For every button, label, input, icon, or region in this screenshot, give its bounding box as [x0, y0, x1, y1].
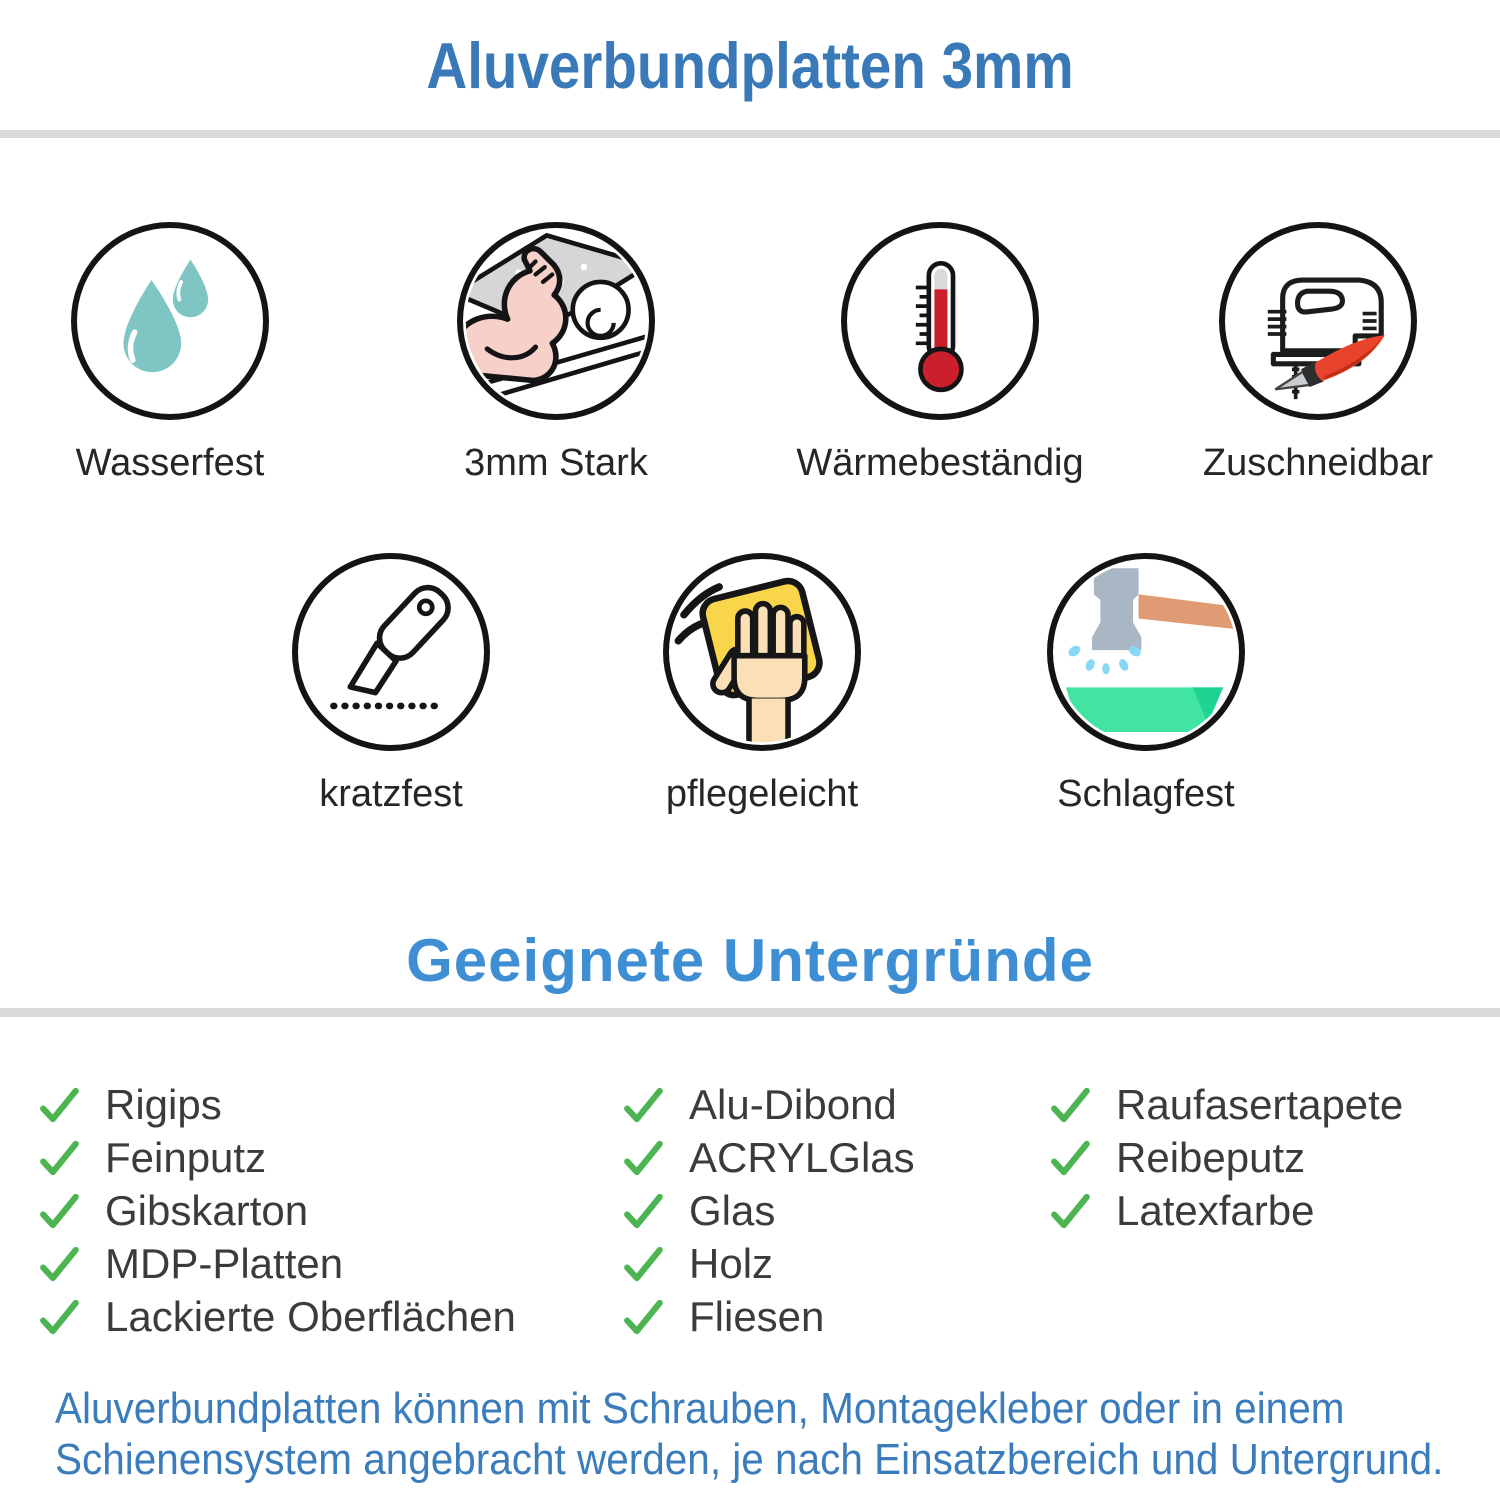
page-title: [0, 30, 1500, 102]
substrate-label: Holz: [689, 1239, 774, 1287]
substrate-label: Glas: [689, 1186, 776, 1234]
substrate-label: Lackierte Oberflächen: [105, 1292, 516, 1340]
wiping-hand-icon: [663, 553, 861, 751]
feature-label: 3mm Stark: [464, 442, 648, 484]
substrate-label: Raufasertapete: [1116, 1080, 1404, 1128]
feature-waterproof: [0, 222, 340, 485]
feature-label: Schlagfest: [1057, 773, 1235, 815]
check-icon: [621, 1189, 665, 1233]
feature-label: Zuschneidbar: [1202, 442, 1434, 484]
substrate-label: Alu-Dibond: [689, 1080, 897, 1128]
mounting-note: [55, 1383, 1443, 1485]
thermometer-icon: [841, 222, 1039, 420]
hammer-icon: [1047, 553, 1245, 751]
jigsaw-knife-icon: [1219, 222, 1417, 420]
list-item: [1048, 1131, 1403, 1184]
feature-label: Wärmebeständig: [796, 442, 1084, 484]
feature-scratchproof: [221, 553, 561, 816]
feature-impact-resistant: [976, 553, 1316, 816]
substrate-column-1: [37, 1078, 516, 1343]
check-icon: [37, 1242, 81, 1286]
divider-bar-top: [0, 130, 1500, 138]
substrate-label: Reibeputz: [1116, 1133, 1306, 1181]
substrate-column-3: [1048, 1078, 1403, 1237]
check-icon: [621, 1083, 665, 1127]
check-icon: [37, 1136, 81, 1180]
check-icon: [37, 1083, 81, 1127]
check-icon: [1048, 1136, 1092, 1180]
mounting-note-line1: Aluverbundplatten können mit Schrauben, Montagekleber oder in einem: [55, 1384, 1345, 1433]
list-item: [621, 1184, 915, 1237]
feature-label: Wasserfest: [75, 442, 265, 484]
substrate-label: ACRYLGlas: [689, 1133, 915, 1181]
list-item: [37, 1237, 516, 1290]
strong-arm-icon: [457, 222, 655, 420]
substrate-label: Fliesen: [689, 1292, 825, 1340]
check-icon: [621, 1136, 665, 1180]
check-icon: [1048, 1189, 1092, 1233]
divider-bar-section: [0, 1008, 1500, 1017]
feature-heat-resistant: [770, 222, 1110, 485]
check-icon: [37, 1189, 81, 1233]
feature-easy-care: [592, 553, 932, 816]
list-item: [1048, 1078, 1403, 1131]
substrate-label: Rigips: [105, 1080, 222, 1128]
list-item: [37, 1131, 516, 1184]
list-item: [621, 1131, 915, 1184]
water-drops-icon: [71, 222, 269, 420]
list-item: [37, 1078, 516, 1131]
utility-knife-icon: [292, 553, 490, 751]
substrate-label: Latexfarbe: [1116, 1186, 1315, 1234]
feature-label: pflegeleicht: [665, 773, 859, 815]
feature-strength: [386, 222, 726, 485]
feature-cuttable: [1148, 222, 1488, 485]
substrate-label: MDP-Platten: [105, 1239, 344, 1287]
section-title: Geeignete Untergründe: [406, 927, 1094, 994]
substrate-label: Gibskarton: [105, 1186, 309, 1234]
list-item: [621, 1237, 915, 1290]
list-item: [37, 1184, 516, 1237]
mounting-note-line2: Schienensystem angebracht werden, je nach Einsatzbereich und Untergrund.: [55, 1435, 1444, 1484]
check-icon: [621, 1242, 665, 1286]
check-icon: [37, 1295, 81, 1339]
check-icon: [1048, 1083, 1092, 1127]
list-item: [37, 1290, 516, 1343]
list-item: [1048, 1184, 1403, 1237]
list-item: [621, 1078, 915, 1131]
list-item: [621, 1290, 915, 1343]
substrate-column-2: [621, 1078, 915, 1343]
feature-label: kratzfest: [319, 773, 463, 815]
page-title-text: Aluverbundplatten 3mm: [426, 29, 1074, 102]
check-icon: [621, 1295, 665, 1339]
substrate-label: Feinputz: [105, 1133, 267, 1181]
